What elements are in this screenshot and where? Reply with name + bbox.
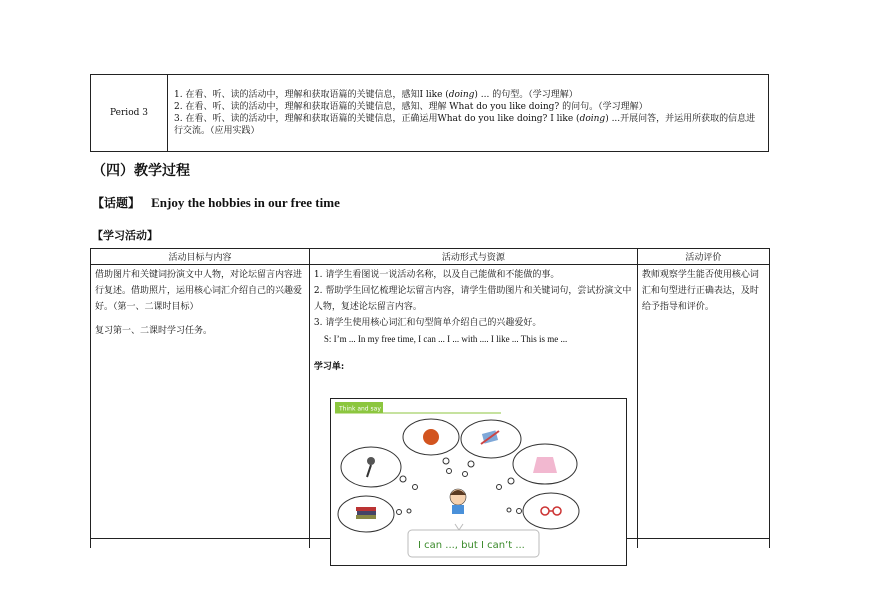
worksheet-image (330, 398, 627, 566)
activities-label: 【学习活动】 (92, 229, 158, 242)
speech-sentence: I can ..., but I can’t ... (418, 540, 525, 551)
period-goal-1: 1. 在看、听、读的活动中，理解和获取语篇的关键信息，感知I like (doing) ... 的句型。（学习理解） (174, 90, 578, 100)
dress-icon (533, 457, 557, 473)
topic-label: 【话题】 (92, 196, 141, 210)
table-bottom-left (90, 538, 330, 539)
header-goals: 活动目标与内容 (91, 249, 310, 265)
period-table (90, 74, 769, 152)
basketball-icon (423, 429, 439, 445)
period-label: Period 3 (91, 75, 168, 152)
period-goal-2: 2. 在看、听、读的活动中，理解和获取语篇的关键信息，感知、理解 What do you like doing? 的问句。（学习理解） (174, 102, 648, 112)
worksheet-illustration (331, 399, 626, 565)
form-step-3: 3. 请学生使用核心词汇和句型简单介绍自己的兴趣爱好。 (313, 318, 542, 328)
period-goals (168, 75, 769, 152)
table-bottom-right (626, 538, 770, 539)
evaluation-cell (637, 265, 769, 548)
evaluation-text: 教师观察学生能否使用核心词汇和句型进行正确表达，及时给予指导和评价。 (641, 270, 759, 312)
sentence-frame: S: I’m ... In my free time, I can ... I ... with .... I like ... This is me ... (323, 334, 568, 344)
goals-cell (91, 265, 310, 548)
books-icon (356, 507, 376, 519)
form-step-2: 2. 帮助学生回忆梳理论坛留言内容，请学生借助图片和关键词句，尝试扮演文中人物，复述论坛留言内容。 (313, 286, 632, 312)
speech-bubble (408, 524, 539, 557)
boy-icon (450, 489, 466, 514)
form-step-1: 1. 请学生看图说一说活动名称，以及自己能做和不能做的事。 (313, 270, 560, 280)
topic-line (92, 192, 340, 211)
review-text: 复习第一、二课时学习任务。 (95, 326, 213, 336)
worksheet-label: 学习单: (313, 362, 345, 372)
period-goal-3: 3. 在看、听、读的活动中，理解和获取语篇的关键信息，正确运用What do you like doing? I like (doing) ...开展问答，并运用所获取的信息进行交流。（应用实践） (174, 114, 756, 136)
section-heading: （四）教学过程 (92, 163, 190, 179)
header-forms: 活动形式与资源 (309, 249, 637, 265)
goals-text: 借助图片和关键词扮演文中人物，对论坛留言内容进行复述。借助照片，运用核心词汇介绍自己的兴趣爱好。（第一、二课时目标） (95, 270, 303, 312)
topic-title: Enjoy the hobbies in our free time (151, 195, 340, 210)
header-evaluation: 活动评价 (637, 249, 769, 265)
worksheet-tab-label: Think and say (339, 405, 381, 413)
